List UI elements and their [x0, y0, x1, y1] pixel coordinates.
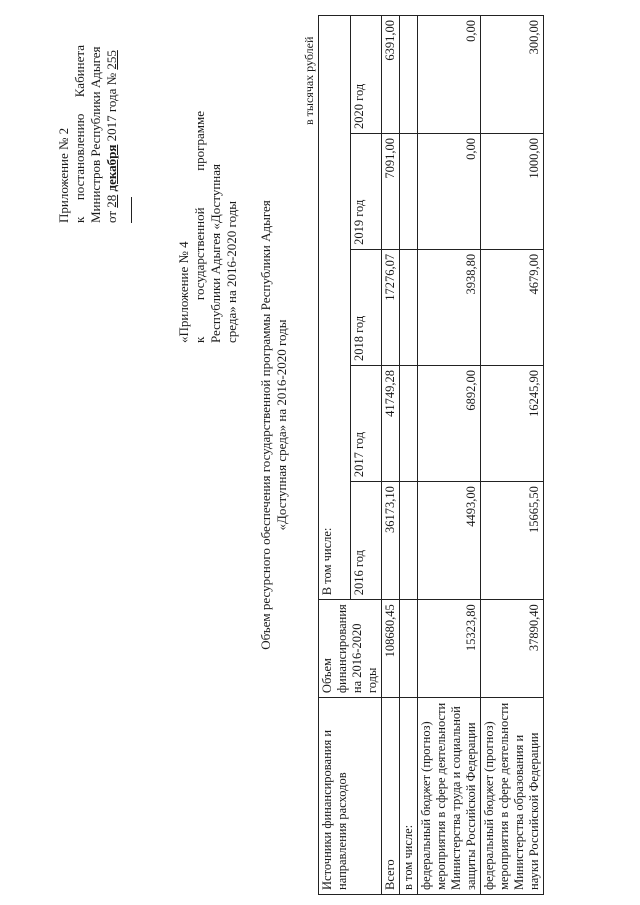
row-value [400, 133, 418, 249]
row-value: 4493,00 [418, 482, 481, 600]
row-value: 0,00 [418, 133, 481, 249]
appendix2-line2 [192, 111, 208, 343]
row-value: 41749,28 [382, 366, 400, 482]
row-total [400, 600, 418, 698]
row-value [400, 482, 418, 600]
row-label: в том числе: [400, 698, 418, 895]
row-value: 36173,10 [382, 482, 400, 600]
row-value: 4679,00 [481, 249, 544, 365]
table-row [481, 16, 544, 895]
appendix-header [56, 45, 136, 223]
row-value: 7091,00 [382, 133, 400, 249]
appendix-line1: Приложение № 2 [56, 127, 71, 223]
signature-blank [120, 197, 132, 223]
row-label: федеральный бюджет (прогноз) мероприятия в сфере деятельности Министерства образования и науки Российской Федерации [481, 698, 544, 895]
appendix2-line2-c: программе [192, 111, 207, 171]
year-header: 2017 год [350, 366, 382, 482]
appendix2-line2-b: государственной [192, 207, 207, 301]
row-value: 1000,00 [481, 133, 544, 249]
row-value: 0,00 [418, 16, 481, 134]
appendix-line2 [72, 45, 88, 223]
appendix2-line2-a: к [192, 336, 207, 343]
appendix-line3: Министров Республики Адыгея [88, 46, 103, 223]
appendix-line2-c: Кабинета [72, 45, 87, 98]
year-header: 2018 год [350, 249, 382, 365]
row-value: 16245,90 [481, 366, 544, 482]
row-value: 6892,00 [418, 366, 481, 482]
appendix-day: 28 [104, 194, 119, 208]
row-label: Всего [382, 698, 400, 895]
title-line1: Объем ресурсного обеспечения государственной программы Республики Адыгея [258, 200, 273, 650]
appendix-month: декабря [104, 144, 119, 192]
units-label: в тысячах рублей [302, 36, 316, 125]
appendix2-line4: среда» на 2016-2020 годы [224, 200, 239, 343]
appendix-year: 2017 года № [104, 72, 119, 142]
appendix2-header [176, 111, 240, 343]
row-total: 15323,80 [418, 600, 481, 698]
row-value: 6391,00 [382, 16, 400, 134]
row-total: 108680,45 [382, 600, 400, 698]
row-value [400, 16, 418, 134]
row-value: 17276,07 [382, 249, 400, 365]
row-value: 3938,80 [418, 249, 481, 365]
title-line2: «Доступная среда» на 2016-2020 годы [274, 319, 289, 531]
appendix-number: 255 [104, 50, 119, 70]
row-value: 15665,50 [481, 482, 544, 600]
row-total: 37890,40 [481, 600, 544, 698]
col-header-volume: Объем финансирования на 2016-2020 годы [319, 600, 382, 698]
col-header-source: Источники финансирования и направления расходов [319, 698, 382, 895]
appendix2-line3: Республики Адыгея «Доступная [208, 164, 223, 343]
row-label: федеральный бюджет (прогноз) мероприятия в сфере деятельности Министерства труда и социальной защиты Российской Федерации [418, 698, 481, 895]
year-header: 2020 год [350, 16, 382, 134]
appendix-line4-prefix: от [104, 210, 119, 223]
row-value [400, 366, 418, 482]
table-header-row [319, 16, 351, 895]
col-header-including: В том числе: [319, 16, 351, 600]
document-title [258, 155, 290, 695]
appendix-line2-b: постановлению [72, 113, 87, 201]
table-row-total [382, 16, 400, 895]
year-header: 2016 год [350, 482, 382, 600]
year-header: 2019 год [350, 133, 382, 249]
row-value: 300,00 [481, 16, 544, 134]
table-row [418, 16, 481, 895]
table-row-including [400, 16, 418, 895]
appendix2-line1: «Приложение № 4 [176, 241, 191, 343]
row-value [400, 249, 418, 365]
appendix-line2-a: к [72, 216, 87, 223]
funding-table [318, 15, 544, 895]
appendix-line4 [104, 45, 136, 223]
